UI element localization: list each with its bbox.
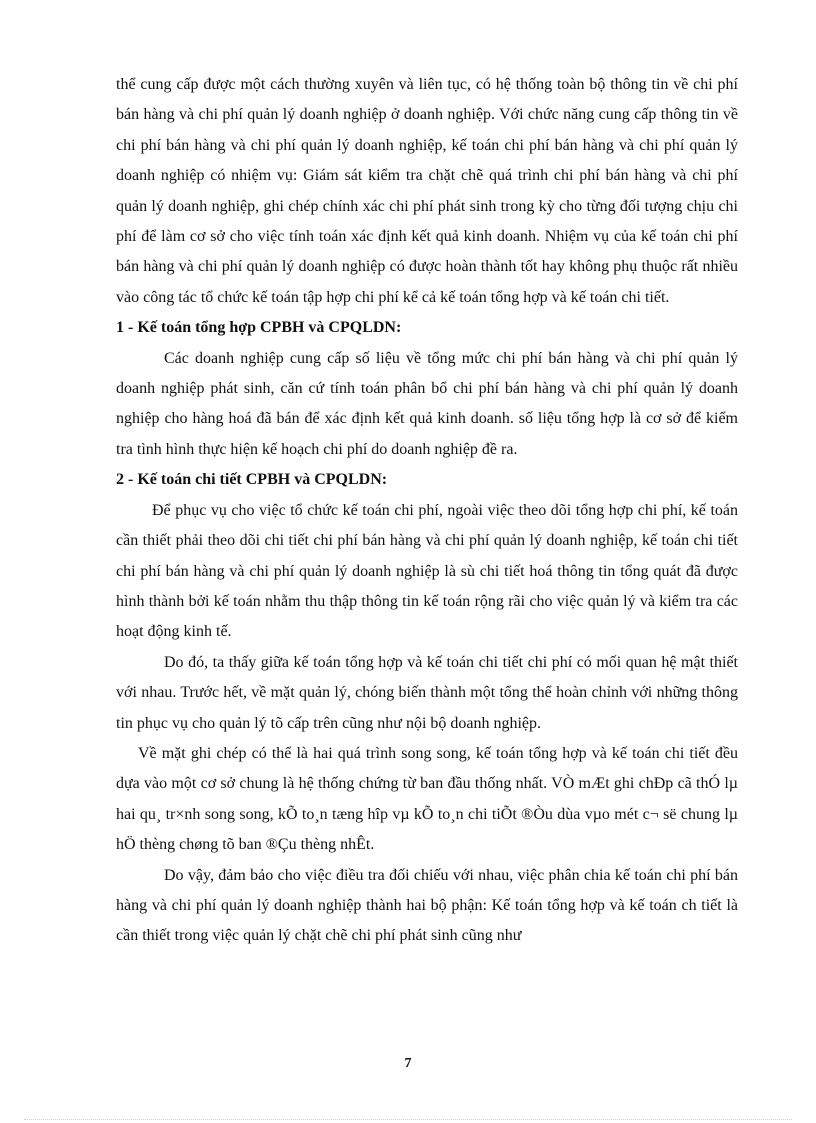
paragraph-section-2-b: Do đó, ta thấy giữa kế toán tổng hợp và kế toán chi tiết chi phí có mối quan hệ mật thiết với nhau. Trước hết, về mặt quản lý, chóng biến thành một tổng thể hoàn chỉnh với những thông tin phục vụ cho quản lý tõ cấp trên cũng như nội bộ doanh nghiệp. [116, 653, 738, 732]
paragraph-section-2-c: Về mặt ghi chép có thể là hai quá trình song song, kế toán tổng hợp và kế toán chi tiết đều dựa vào một cơ sở chung là hệ thống chứng từ ban đầu thống nhất. VÒ mÆt ghi chÐp cã thÓ lµ hai qu¸ tr×nh song song, kÕ to¸n tæng hîp vµ kÕ to¸n chi tiÕt ®Òu dùa vµo mét c¬ së chung lµ hÖ thèng chøng tõ ban ®Çu thèng nhÊt. [116, 744, 738, 854]
paragraph-section-1: Các doanh nghiệp cung cấp số liệu về tổng mức chi phí bán hàng và chi phí quản lý doanh nghiệp phát sinh, căn cứ tính toán phân bổ chi phí bán hàng và chi phí quản lý doanh nghiệp cho hàng hoá đã bán để xác định kết quả kinh doanh. số liệu tổng hợp là cơ sở để kiểm tra tình hình thực hiện kế hoạch chi phí do doanh nghiệp đề ra. [116, 349, 738, 458]
heading-section-2: 2 - Kế toán chi tiết CPBH và CPQLDN: [116, 471, 388, 489]
document-page [116, 70, 738, 952]
paragraph-section-2-a: Để phục vụ cho việc tổ chức kế toán chi phí, ngoài việc theo dõi tổng hợp chi phí, kế toán cần thiết phải theo dõi chi tiết chi phí bán hàng và chi phí quản lý doanh nghiệp, kế toán chi tiết chi phí bán hàng và chi phí quản lý doanh nghiệp là sù chi tiết hoá thông tin tổng quát đã được hình thành bởi kế toán nhằm thu thập thông tin kế toán rộng rãi cho việc quản lý và kiểm tra các hoạt động kinh tế. [116, 501, 738, 641]
paragraph-intro: thể cung cấp được một cách thường xuyên và liên tục, có hệ thống toàn bộ thông tin về chi phí bán hàng và chi phí quản lý doanh nghiệp ở doanh nghiệp. Với chức năng cung cấp thông tin về chi phí bán hàng và chi phí quản lý doanh nghiệp, kế toán chi phí bán hàng và chi phí quản lý doanh nghiệp có nhiệm vụ: Giám sát kiểm tra chặt chẽ quá trình chi phí bán hàng và chi phí quản lý doanh nghiệp, ghi chép chính xác chi phí phát sinh trong kỳ cho từng đối tượng chịu chi phí để làm cơ sở cho việc tính toán xác định kết quả kinh doanh. Nhiệm vụ của kế toán chi phí bán hàng và chi phí quản lý doanh nghiệp có được hoàn thành tốt hay không phụ thuộc rất nhiều vào công tác tổ chức kế toán tập hợp chi phí kể cả kế toán tổng hợp và kế toán chi tiết. [116, 76, 738, 306]
page-bottom-divider [24, 1119, 792, 1120]
paragraph-section-2-d: Do vậy, đảm bảo cho việc điều tra đối chiếu với nhau, việc phân chia kế toán chi phí bán hàng và chi phí quản lý doanh nghiệp thành hai bộ phận: Kế toán tổng hợp và kế toán ch tiết là cần thiết trong việc quản lý chặt chẽ chi phí phát sinh cũng như [116, 866, 738, 945]
heading-section-1: 1 - Kế toán tổng hợp CPBH và CPQLDN: [116, 319, 402, 337]
page-number: 7 [404, 1056, 412, 1071]
